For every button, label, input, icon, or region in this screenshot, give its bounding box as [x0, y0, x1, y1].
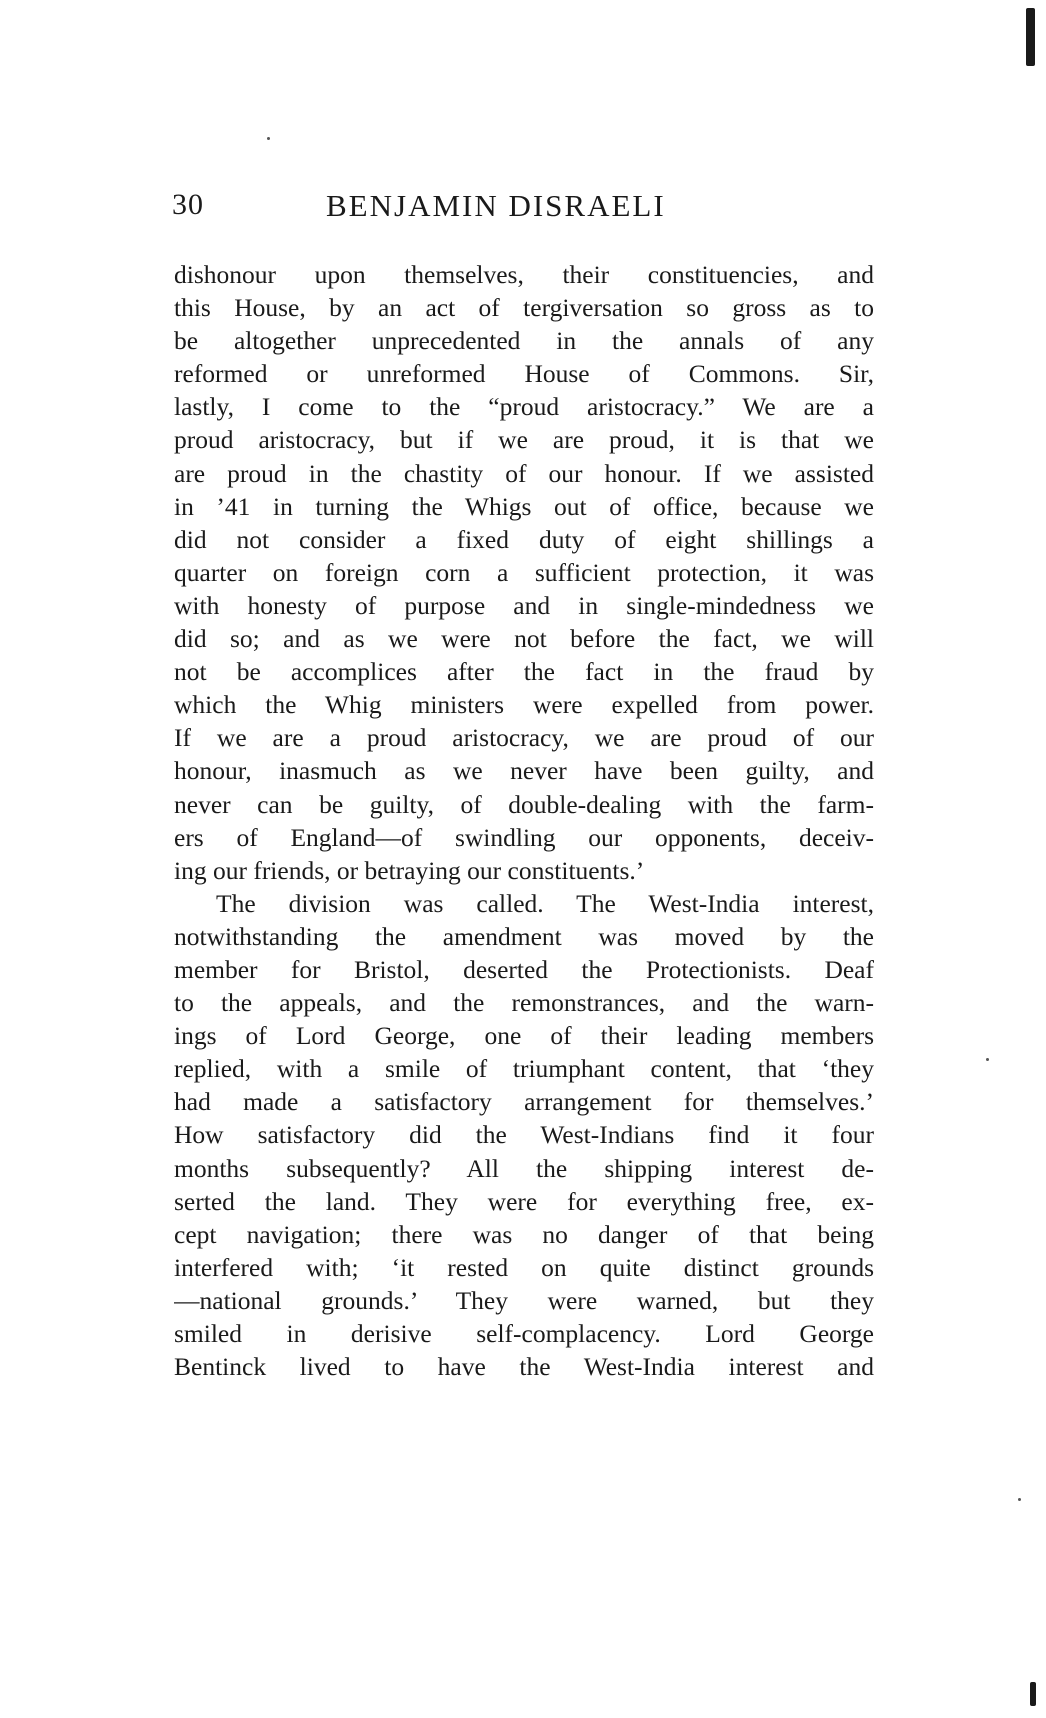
- text-line: did so; and as we were not before the fact, we will: [174, 624, 874, 654]
- text-line: had made a satisfactory arrangement for themselves.’: [174, 1087, 874, 1117]
- scan-edge-mark: [1030, 1682, 1036, 1706]
- text-line: notwithstanding the amendment was moved by the: [174, 921, 874, 951]
- text-line: ings of Lord George, one of their leading members: [174, 1021, 874, 1051]
- text-line: months subsequently? All the shipping interest de-: [174, 1153, 874, 1183]
- running-title: BENJAMIN DISRAELI: [326, 188, 666, 223]
- running-head: [172, 188, 872, 228]
- paper-speck: [267, 137, 270, 140]
- text-line: which the Whig ministers were expelled from power.: [174, 690, 874, 720]
- text-line: lastly, I come to the “proud aristocracy.” We are a: [174, 392, 874, 422]
- text-line: with honesty of purpose and in single-mindedness we: [174, 590, 874, 620]
- text-line: dishonour upon themselves, their constituencies, and: [174, 260, 874, 289]
- text-line: never can be guilty, of double-dealing with the farm-: [174, 789, 874, 819]
- text-line: If we are a proud aristocracy, we are proud of our: [174, 723, 874, 753]
- text-line: reformed or unreformed House of Commons. Sir,: [174, 359, 874, 389]
- text-line: did not consider a fixed duty of eight shillings a: [174, 524, 874, 554]
- text-line: interfered with; ‘it rested on quite distinct grounds: [174, 1252, 874, 1282]
- scan-edge-mark: [1026, 8, 1035, 66]
- page-number: 30: [172, 188, 204, 221]
- text-line: not be accomplices after the fact in the fraud by: [174, 657, 874, 687]
- text-line: serted the land. They were for everything free, ex-: [174, 1186, 874, 1216]
- text-line: this House, by an act of tergiversation so gross as to: [174, 293, 874, 323]
- text-line: Bentinck lived to have the West-India interest and: [174, 1352, 874, 1382]
- text-line: —national grounds.’ They were warned, but they: [174, 1285, 874, 1315]
- text-line: quarter on foreign corn a sufficient protection, it was: [174, 557, 874, 587]
- text-line: smiled in derisive self-complacency. Lord George: [174, 1319, 874, 1348]
- text-line: cept navigation; there was no danger of that being: [174, 1219, 874, 1249]
- text-line-paragraph-start: The division was called. The West-India interest,: [216, 888, 874, 918]
- text-line: are proud in the chastity of our honour. If we assisted: [174, 458, 874, 488]
- text-line: proud aristocracy, but if we are proud, it is that we: [174, 425, 874, 455]
- body-text: [174, 258, 874, 1383]
- paper-speck: [986, 1058, 989, 1061]
- paper-speck: [1018, 1498, 1021, 1501]
- text-line-paragraph-end: ing our friends, or betraying our constituents.’: [174, 855, 645, 885]
- text-line: to the appeals, and the remonstrances, and the warn-: [174, 988, 874, 1018]
- text-line: honour, inasmuch as we never have been guilty, and: [174, 756, 874, 786]
- text-line: How satisfactory did the West-Indians find it four: [174, 1120, 874, 1150]
- text-line: replied, with a smile of triumphant content, that ‘they: [174, 1054, 874, 1084]
- text-line: be altogether unprecedented in the annals of any: [174, 326, 874, 356]
- text-line: ers of England—of swindling our opponents, deceiv-: [174, 822, 874, 852]
- text-line: in ’41 in turning the Whigs out of office, because we: [174, 491, 874, 521]
- text-line: member for Bristol, deserted the Protectionists. Deaf: [174, 954, 874, 984]
